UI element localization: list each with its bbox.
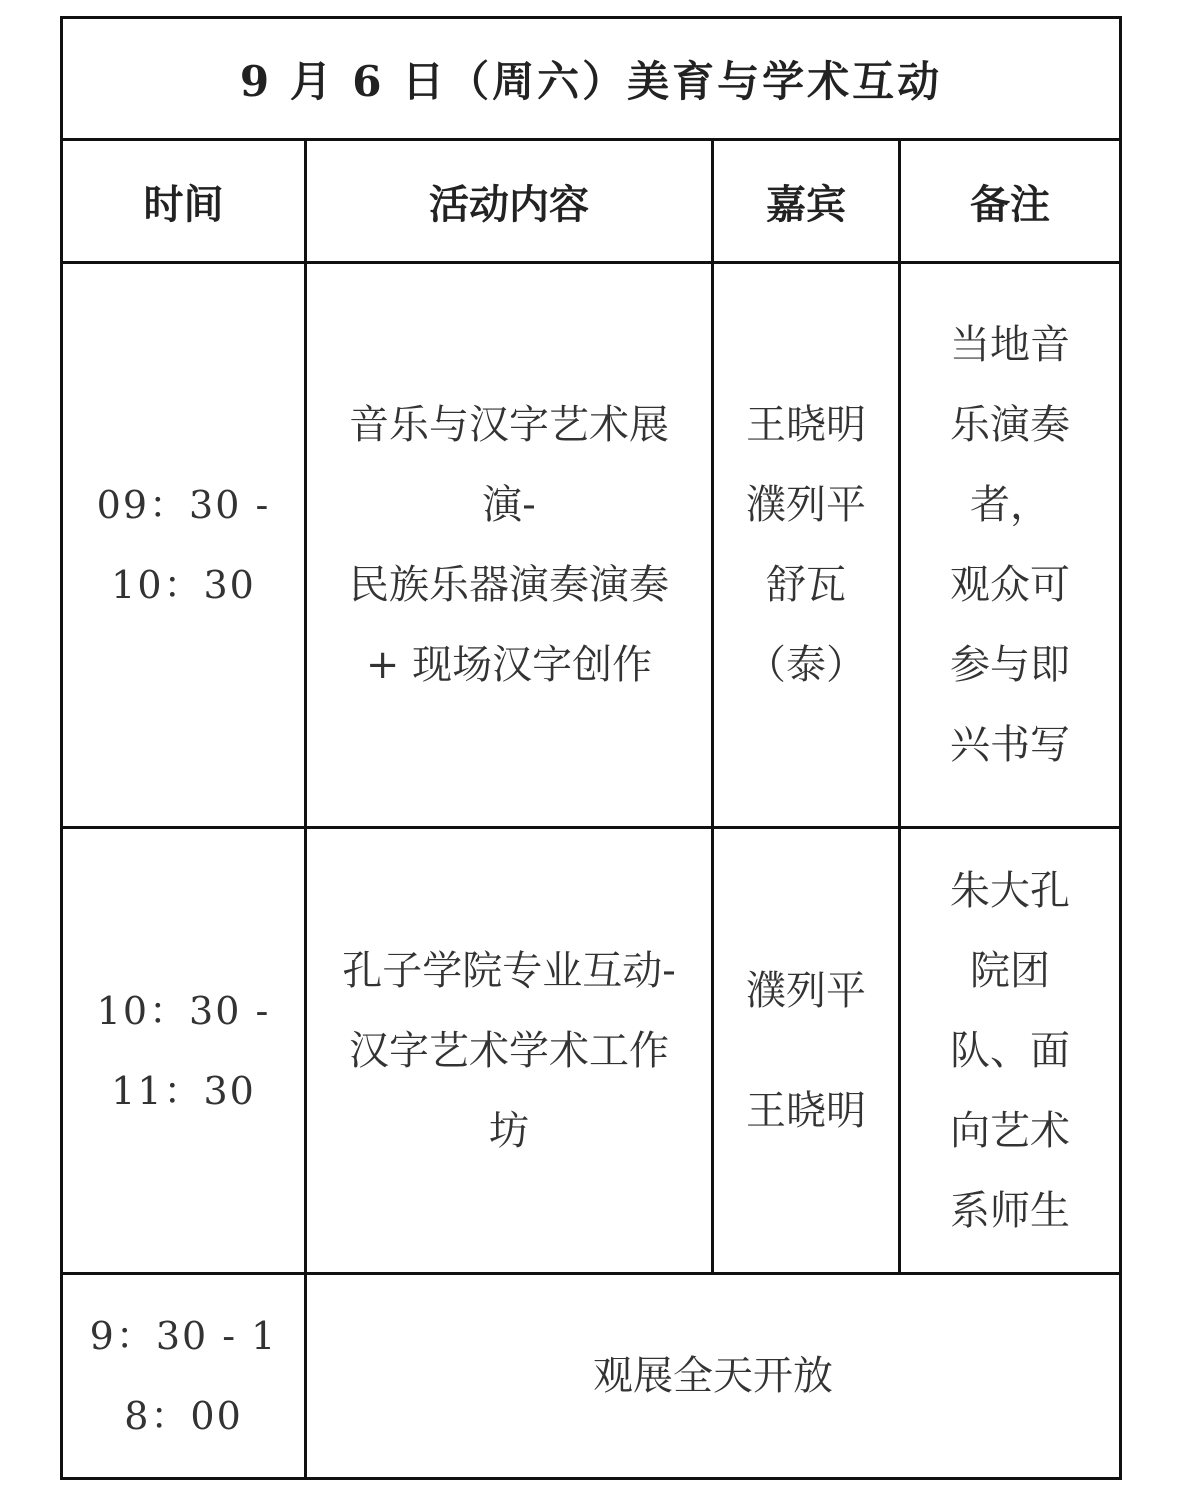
activity-text: 孔子学院专业互动- 汉字艺术学术工作坊 — [342, 947, 676, 1154]
time-cell — [62, 828, 306, 1274]
table-row — [62, 1274, 1121, 1479]
notes-text: 观众可参与即兴书写 — [950, 562, 1070, 768]
time-text: 10：30 - 11：30 — [96, 988, 271, 1113]
title-row — [62, 18, 1121, 140]
guest-name: 濮列平 — [746, 967, 866, 1014]
notes-text: 当地音乐演奏者， — [950, 322, 1070, 528]
guest-name: 王晓明 — [746, 1087, 866, 1134]
schedule-table — [60, 16, 1122, 1480]
notes-text: 朱大孔院团队、面向艺术系师生 — [950, 867, 1070, 1234]
table-title: 9 月 6 日（周六）美育与学术互动 — [62, 18, 1121, 140]
header-guests: 嘉宾 — [713, 140, 900, 263]
guests-cell — [713, 263, 900, 828]
table-row — [62, 828, 1121, 1274]
time-cell — [62, 263, 306, 828]
activity-cell — [306, 1274, 1121, 1479]
activity-cell — [306, 828, 713, 1274]
guests-cell — [713, 828, 900, 1274]
guest-name: 王晓明 — [746, 402, 866, 448]
notes-cell — [900, 828, 1121, 1274]
time-cell — [62, 1274, 306, 1479]
activity-title: 音乐与汉字艺术展演- — [349, 402, 669, 528]
activity-detail: 民族乐器演奏演奏 + 现场汉字创作 — [349, 562, 669, 688]
guest-name: 舒瓦（泰） — [746, 562, 866, 688]
activity-text: 观展全天开放 — [593, 1353, 833, 1399]
time-text: 09：30 - 10：30 — [96, 483, 271, 607]
notes-cell — [900, 263, 1121, 828]
activity-cell — [306, 263, 713, 828]
header-activity: 活动内容 — [306, 140, 713, 263]
header-notes: 备注 — [900, 140, 1121, 263]
table-row — [62, 263, 1121, 828]
time-text: 9：30 - 18：00 — [89, 1314, 278, 1438]
header-row — [62, 140, 1121, 263]
header-time: 时间 — [62, 140, 306, 263]
guest-name: 濮列平 — [746, 482, 866, 528]
